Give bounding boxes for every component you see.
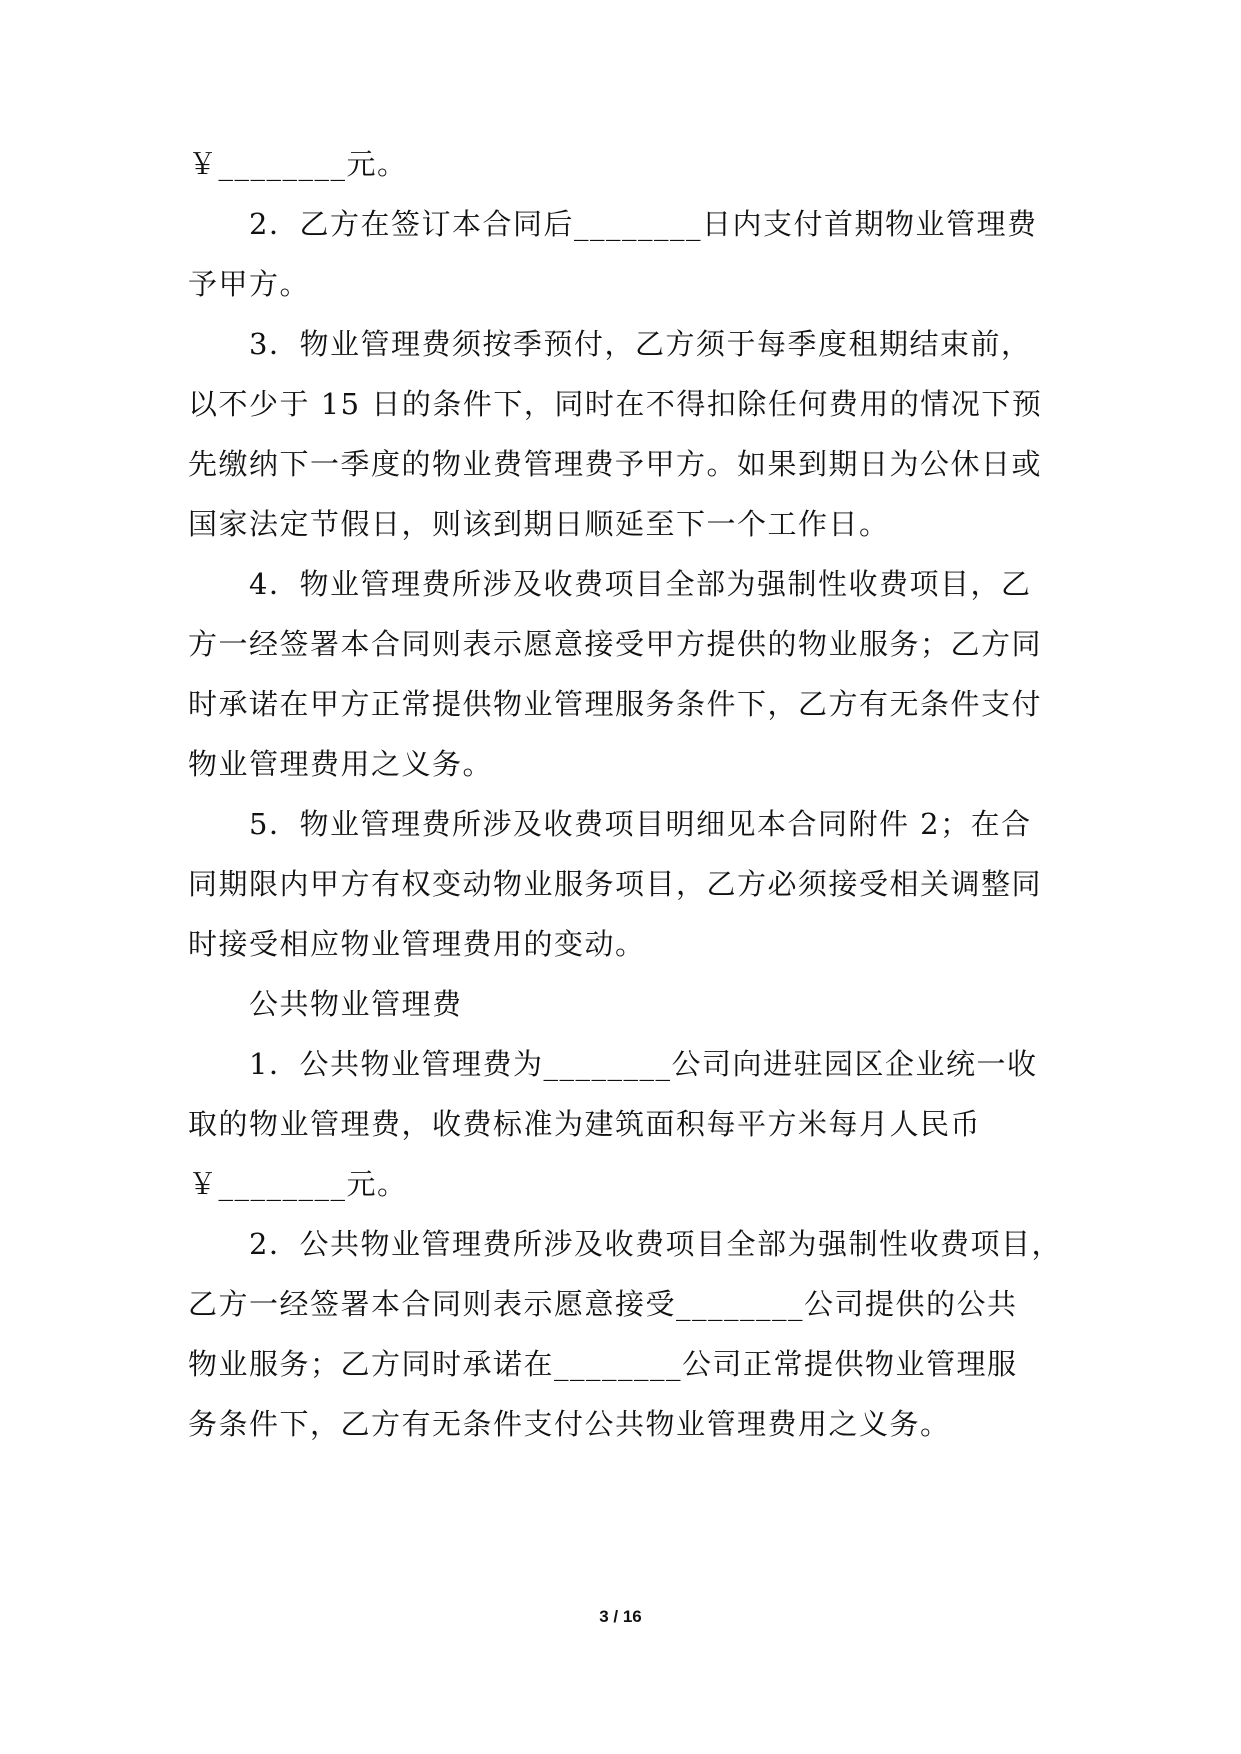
- text-line: 以不少于 15 日的条件下，同时在不得扣除任何费用的情况下预: [188, 387, 1043, 421]
- text-line: 4．物业管理费所涉及收费项目全部为强制性收费项目，乙: [188, 567, 1032, 601]
- text-line: 2．乙方在签订本合同后________日内支付首期物业管理费: [188, 207, 1038, 241]
- page-number: 3 / 16: [599, 1607, 642, 1626]
- text-line: 乙方一经签署本合同则表示愿意接受________公司提供的公共: [188, 1287, 1018, 1321]
- text-line: 方一经签署本合同则表示愿意接受甲方提供的物业服务；乙方同: [188, 627, 1043, 661]
- text-line: 2．公共物业管理费所涉及收费项目全部为强制性收费项目，: [188, 1227, 1062, 1261]
- text-line: 国家法定节假日，则该到期日顺延至下一个工作日。: [188, 507, 890, 541]
- text-line: 物业服务；乙方同时承诺在________公司正常提供物业管理服: [188, 1347, 1018, 1381]
- text-line: 5．物业管理费所涉及收费项目明细见本合同附件 2；在合: [188, 807, 1032, 841]
- text-line: 同期限内甲方有权变动物业服务项目，乙方必须接受相关调整同: [188, 867, 1043, 901]
- text-line: 时接受相应物业管理费用的变动。: [188, 927, 646, 961]
- text-line: 务条件下，乙方有无条件支付公共物业管理费用之义务。: [188, 1407, 951, 1441]
- section-heading: 公共物业管理费: [188, 987, 463, 1021]
- text-line: ￥________元。: [188, 147, 408, 181]
- text-line: 取的物业管理费，收费标准为建筑面积每平方米每月人民币: [188, 1107, 982, 1141]
- text-line: 先缴纳下一季度的物业费管理费予甲方。如果到期日为公休日或: [188, 447, 1043, 481]
- text-line: 3．物业管理费须按季预付，乙方须于每季度租期结束前，: [188, 327, 1032, 361]
- text-line: 物业管理费用之义务。: [188, 747, 494, 781]
- text-line: 时承诺在甲方正常提供物业管理服务条件下，乙方有无条件支付: [188, 687, 1043, 721]
- text-line: 予甲方。: [188, 267, 311, 301]
- text-line: 1．公共物业管理费为________公司向进驻园区企业统一收: [188, 1047, 1038, 1081]
- text-line: ￥________元。: [188, 1167, 408, 1201]
